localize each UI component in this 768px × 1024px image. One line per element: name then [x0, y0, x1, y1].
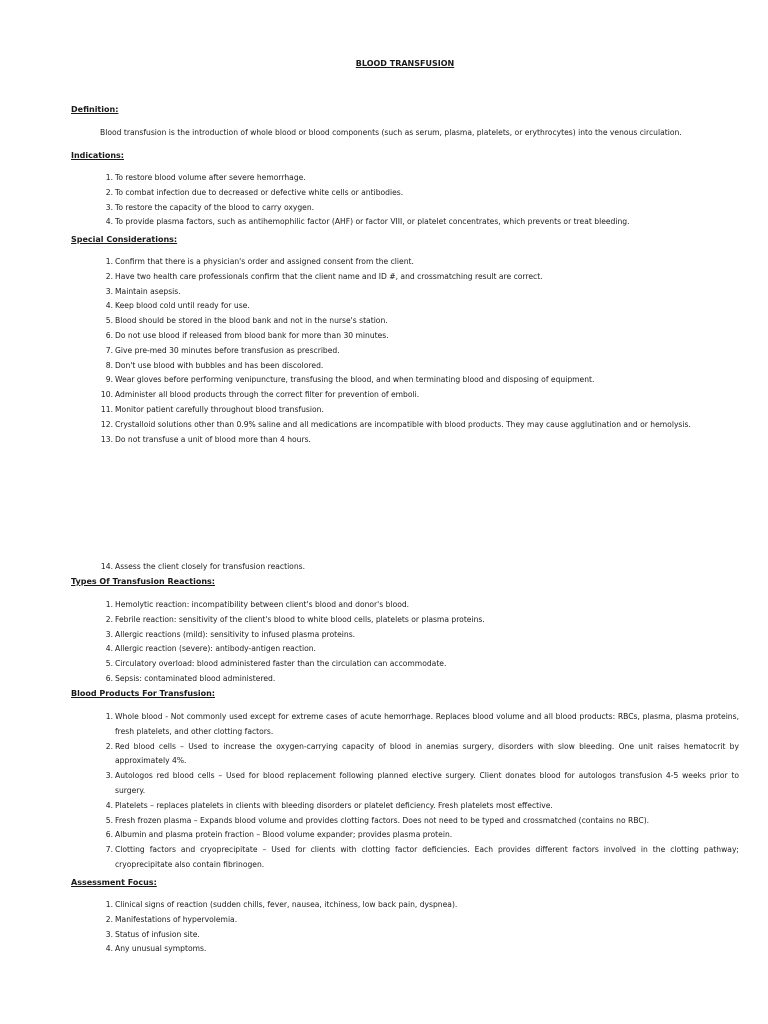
- list-text: Allergic reactions (mild): sensitivity to infused plasma proteins.: [115, 629, 356, 639]
- list-item: [71, 418, 739, 433]
- list-number: 6.: [105, 830, 113, 840]
- list-text: Don't use blood with bubbles and has been discolored.: [115, 360, 324, 370]
- list-number: 3.: [105, 629, 113, 639]
- assessment-list: [71, 898, 739, 957]
- list-text: To restore blood volume after severe hemorrhage.: [115, 173, 306, 182]
- list-number: 1.: [105, 257, 113, 266]
- list-text: Clotting factors and cryoprecipitate – Used for clients with clotting factor deficiencies. Each provides different factors involved in the clotting pathway; cryoprecipitate also contain fibrinogen.: [115, 845, 739, 869]
- list-number: 7.: [105, 345, 113, 355]
- list-text: Crystalloid solutions other than 0.9% saline and all medications are incompatible with blood products. They may cause agglutination and or hemolysis.: [115, 419, 691, 429]
- list-number: 5.: [105, 815, 113, 825]
- list-item: [71, 201, 739, 216]
- list-text: Administer all blood products through the correct filter for prevention of emboli.: [115, 390, 420, 400]
- list-item: [71, 299, 739, 314]
- list-item: [71, 769, 739, 799]
- list-item: [71, 657, 739, 672]
- list-text: Keep blood cold until ready for use.: [115, 301, 250, 311]
- indications-heading: Indications:: [71, 151, 124, 160]
- list-number: 2.: [105, 914, 113, 924]
- blood-products-list: [71, 710, 739, 873]
- list-number: 3.: [105, 202, 113, 212]
- list-text: Monitor patient carefully throughout blood transfusion.: [115, 404, 324, 414]
- list-number: 13.: [100, 434, 113, 444]
- list-number: 7.: [105, 845, 113, 855]
- list-number: 3.: [105, 929, 113, 939]
- list-number: 4.: [105, 944, 113, 954]
- list-text: Wear gloves before performing venipuncture, transfusing the blood, and when terminating blood and disposing of equipment.: [115, 375, 595, 385]
- list-text: Confirm that there is a physician's order and assigned consent from the client.: [115, 257, 414, 266]
- list-text: Have two health care professionals confirm that the client name and ID #, and crossmatching result are correct.: [115, 271, 543, 281]
- list-text: Hemolytic reaction: incompatibility between client's blood and donor's blood.: [115, 600, 410, 609]
- list-number: 1.: [105, 173, 113, 182]
- list-item: [71, 913, 739, 928]
- list-item: [71, 388, 739, 403]
- special-considerations-continued: [71, 560, 739, 575]
- list-item: [71, 613, 739, 628]
- list-number: 4.: [105, 217, 113, 227]
- list-text: Do not transfuse a unit of blood more than 4 hours.: [115, 434, 311, 444]
- list-item: [71, 710, 739, 740]
- list-item: [71, 285, 739, 300]
- list-number: 1.: [105, 600, 113, 609]
- list-number: 6.: [105, 330, 113, 340]
- list-number: 10.: [100, 390, 113, 400]
- list-text: Clinical signs of reaction (sudden chills, fever, nausea, itchiness, low back pain, dyspnea).: [115, 900, 458, 909]
- list-text: To restore the capacity of the blood to carry oxygen.: [115, 202, 315, 212]
- list-item: [71, 344, 739, 359]
- list-number: 4.: [105, 301, 113, 311]
- list-text: Any unusual symptoms.: [115, 944, 207, 954]
- list-item: [71, 433, 739, 448]
- page-title: BLOOD TRANSFUSION: [355, 59, 455, 68]
- list-number: 4.: [105, 644, 113, 654]
- blood-products-heading: Blood Products For Transfusion:: [71, 689, 215, 698]
- list-text: Give pre-med 30 minutes before transfusion as prescribed.: [115, 345, 340, 355]
- list-number: 3.: [105, 771, 113, 781]
- list-text: Assess the client closely for transfusion reactions.: [115, 562, 306, 571]
- definition-heading: Definition:: [71, 105, 119, 114]
- list-item: [71, 171, 739, 186]
- list-number: 2.: [105, 614, 113, 624]
- reactions-list: [71, 598, 739, 687]
- list-text: Albumin and plasma protein fraction – Blood volume expander; provides plasma protein.: [115, 830, 453, 840]
- special-considerations-list: [71, 255, 739, 447]
- list-item: [71, 186, 739, 201]
- list-item: [71, 898, 739, 913]
- list-item: [71, 373, 739, 388]
- list-number: 5.: [105, 659, 113, 669]
- list-text: Do not use blood if released from blood bank for more than 30 minutes.: [115, 330, 389, 340]
- list-item: [71, 359, 739, 374]
- list-text: Allergic reaction (severe): antibody-antigen reaction.: [115, 644, 316, 654]
- special-considerations-heading: Special Considerations:: [71, 235, 178, 244]
- list-item: [71, 642, 739, 657]
- list-item: [71, 403, 739, 418]
- list-number: 3.: [105, 286, 113, 296]
- list-number: 2.: [105, 741, 113, 751]
- list-item: [71, 270, 739, 285]
- list-item: [71, 255, 739, 270]
- list-text: Febrile reaction: sensitivity of the client's blood to white blood cells, platelets or plasma proteins.: [115, 614, 485, 624]
- list-text: Circulatory overload: blood administered faster than the circulation can accommodate.: [115, 659, 447, 669]
- list-item: [71, 329, 739, 344]
- list-text: Autologos red blood cells – Used for blood replacement following planned elective surgery. Client donates blood for autologos transfusion 4-5 weeks prior to surgery.: [115, 771, 739, 795]
- list-item: [71, 814, 739, 829]
- list-item: [71, 799, 739, 814]
- list-number: 8.: [105, 360, 113, 370]
- list-item: [71, 215, 739, 230]
- list-text: Status of infusion site.: [115, 929, 200, 939]
- list-number: 1.: [105, 712, 113, 721]
- list-number: 6.: [105, 673, 113, 683]
- list-item: [71, 843, 739, 873]
- list-number: 12.: [100, 419, 113, 429]
- list-number: 5.: [105, 316, 113, 326]
- list-text: Platelets – replaces platelets in clients with bleeding disorders or platelet deficiency. Fresh platelets most effective.: [115, 800, 553, 810]
- list-item: [71, 598, 739, 613]
- list-item: [71, 928, 739, 943]
- definition-text: Blood transfusion is the introduction of whole blood or blood components (such as serum, plasma, platelets, or erythrocytes) into the venous circulation.: [100, 128, 682, 137]
- list-number: 11.: [100, 404, 113, 414]
- assessment-heading: Assessment Focus:: [71, 878, 157, 887]
- list-text: Maintain asepsis.: [115, 286, 181, 296]
- list-number: 2.: [105, 271, 113, 281]
- list-number: 9.: [105, 375, 113, 385]
- list-text: Blood should be stored in the blood bank and not in the nurse's station.: [115, 316, 388, 326]
- list-text: To provide plasma factors, such as antihemophilic factor (AHF) or factor VIII, or platelet concentrates, which prevents or treat bleeding.: [115, 217, 630, 227]
- list-item: [71, 672, 739, 687]
- indications-list: [71, 171, 739, 230]
- list-text: To combat infection due to decreased or defective white cells or antibodies.: [115, 187, 404, 197]
- list-number: 2.: [105, 187, 113, 197]
- list-number: 14.: [100, 562, 113, 571]
- list-text: Whole blood - Not commonly used except for extreme cases of acute hemorrhage. Replaces blood volume and all blood products: RBCs, plasma, plasma proteins, fresh platelets, and other clotting factors.: [115, 712, 739, 736]
- list-text: Sepsis: contaminated blood administered.: [115, 673, 276, 683]
- list-number: 4.: [105, 800, 113, 810]
- list-item: [71, 740, 739, 770]
- list-item: [71, 628, 739, 643]
- list-text: Manifestations of hypervolemia.: [115, 914, 238, 924]
- list-text: Fresh frozen plasma – Expands blood volume and provides clotting factors. Does not need to be typed and crossmatched (contains no RBC).: [115, 815, 650, 825]
- list-item: [71, 942, 739, 957]
- list-item: [71, 828, 739, 843]
- list-text: Red blood cells – Used to increase the oxygen-carrying capacity of blood in anemias surgery, disorders with slow bleeding. One unit raises hematocrit by approximately 4%.: [115, 741, 739, 766]
- list-item: [71, 314, 739, 329]
- list-number: 1.: [105, 900, 113, 909]
- reactions-heading: Types Of Transfusion Reactions:: [71, 577, 215, 586]
- list-item: [71, 560, 739, 575]
